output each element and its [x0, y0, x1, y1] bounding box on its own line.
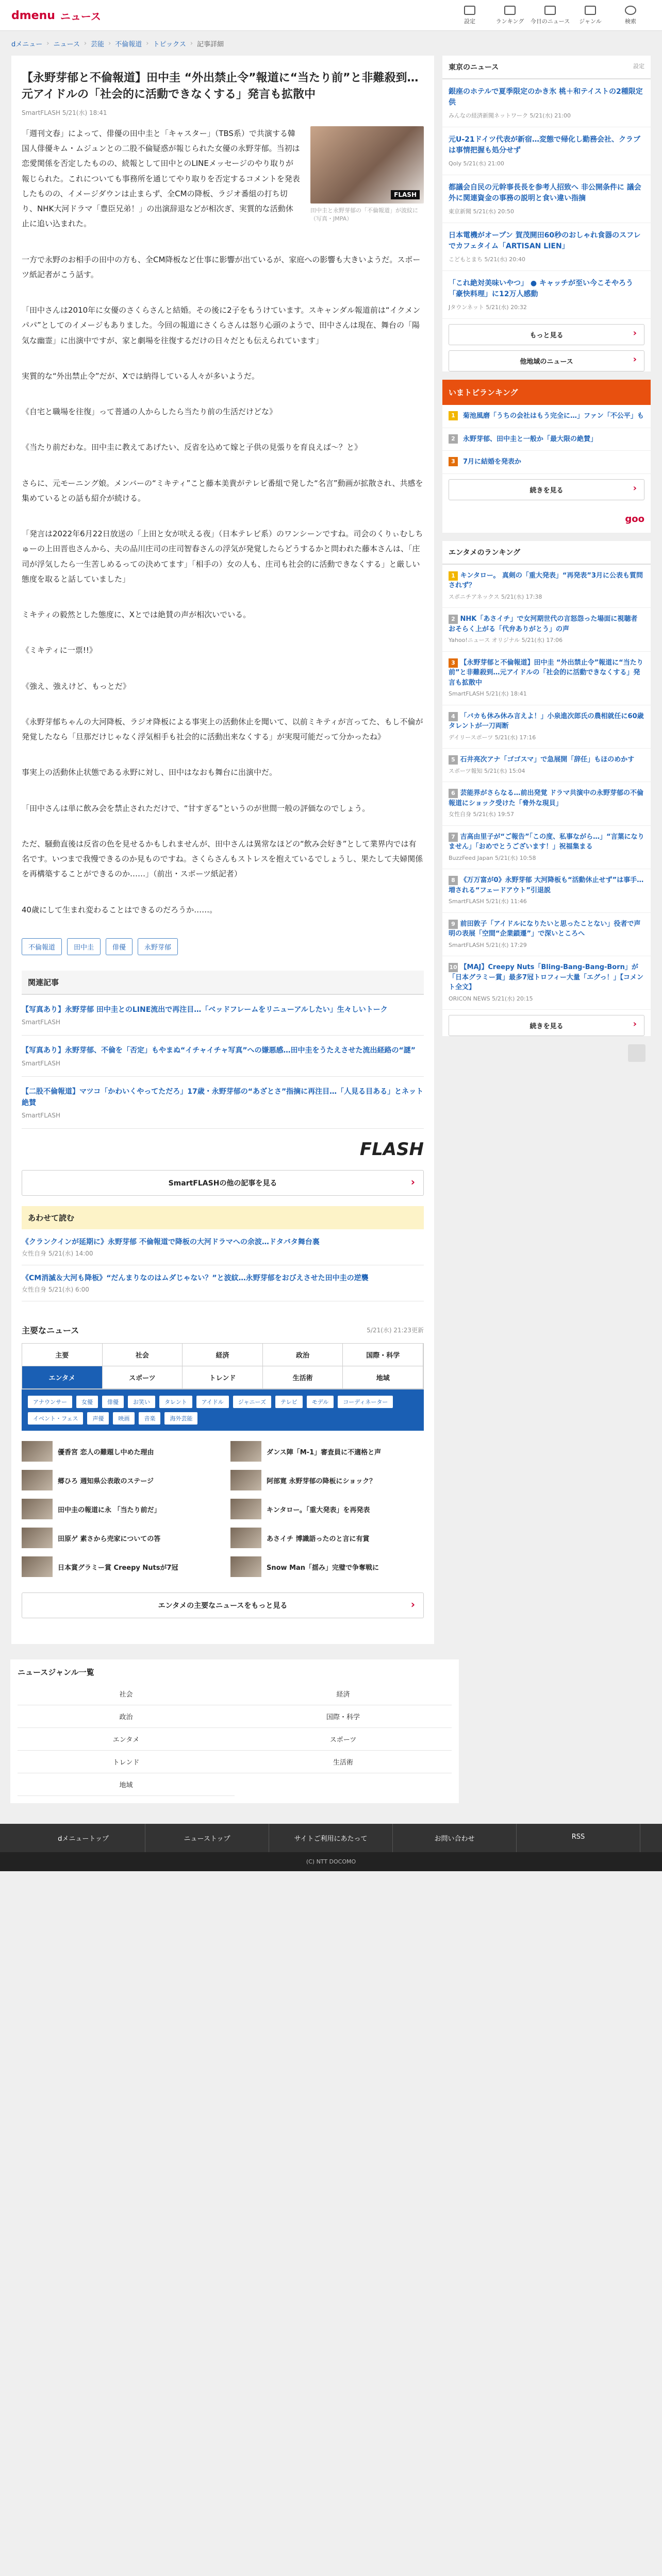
also-read-link[interactable]: 《クランクインが延期に》永野芽郁 不倫報道で降板の大河ドラマへの余波…ドタバタ舞台裏 — [22, 1238, 320, 1247]
rank-number: 4 — [449, 712, 458, 721]
tab-main[interactable]: 主要 — [22, 1344, 103, 1366]
tab-intl[interactable]: 国際・科学 — [343, 1344, 423, 1366]
also-read-item — [22, 1265, 424, 1301]
news-thumb — [22, 1499, 53, 1519]
entertainment-ranking-box — [442, 541, 651, 1037]
paragraph: ミキティの毅然とした態度に、Xとでは絶賛の声が相次いでいる。 — [22, 610, 251, 620]
article-photo[interactable] — [310, 126, 424, 224]
news-tile[interactable] — [230, 1528, 424, 1548]
ranking-title: 【MAJ】Creepy Nuts「Bling-Bang-Bang-Born」が「日本グラミー賞」最多7冠トロフィー大量「エグっ！」【コメント全文】 — [449, 963, 643, 991]
copyright: (C) NTT DOCOMO — [0, 1852, 662, 1871]
rank-number: 1 — [449, 571, 458, 581]
breadcrumb: dメニュー › ニュース › 芸能 › 不倫報道 › トピックス › 記事詳細 — [11, 39, 224, 48]
tokyo-news-item — [442, 175, 651, 223]
ranking-title: 【永野芽郁と不倫報道】田中圭 “外出禁止令”報道に“当たり前”と非難殺到…元アイドルの「社会的に活動できなくする」発言も拡散中 — [449, 658, 643, 687]
flash-logo: FLASH — [359, 1139, 424, 1160]
news-tile-title: 阿部寛 永野芽郁の降板にショック？ — [267, 1477, 376, 1485]
tokyo-setting-link[interactable]: 設定 — [633, 63, 644, 70]
more-flash-button[interactable]: SmartFLASHの他の記事を見る › — [22, 1170, 424, 1196]
rank-number: 2 — [449, 434, 458, 444]
today-nav[interactable]: 今日のニュース — [530, 6, 570, 25]
ranking-item[interactable] — [442, 869, 651, 913]
news-tile[interactable] — [22, 1528, 215, 1548]
news-tile[interactable] — [22, 1499, 215, 1519]
subtag[interactable]: 俳優 — [102, 1396, 124, 1408]
article-main — [11, 56, 434, 1644]
ranking-title: 石井亮次アナ「ゴゴスマ」で急展開「辞任」もほのめかす — [460, 756, 635, 764]
tab-sports[interactable]: スポーツ — [103, 1366, 183, 1389]
rank-number: 9 — [449, 920, 458, 929]
tokyo-more-button[interactable]: もっと見る › — [449, 324, 644, 345]
tab-life[interactable]: 生活術 — [263, 1366, 343, 1389]
subtag[interactable]: 声優 — [87, 1412, 109, 1425]
ranking-title: 永野芽郁、田中圭と一般か「最大限の絶賛」 — [463, 435, 598, 443]
related-source: SmartFLASH — [22, 1059, 61, 1067]
site-logo[interactable]: dmenu ニュース — [11, 9, 101, 23]
tag[interactable]: 永野芽郁 — [138, 938, 178, 955]
crumb-topics[interactable]: トピックス — [153, 40, 186, 48]
rank-number: 8 — [449, 876, 458, 885]
tokyo-news-item — [442, 79, 651, 127]
tab-region[interactable]: 地域 — [343, 1366, 423, 1389]
tokyo-news-link[interactable]: 銀座のホテルで夏季限定のかき氷 桃＋和テイストの2種限定供 — [449, 88, 643, 107]
tokyo-news-item — [442, 271, 651, 319]
news-tile-title: 田中圭の報道に永 「当たり前だ」 — [58, 1506, 161, 1514]
genre-link[interactable]: スポーツ — [235, 1728, 452, 1751]
tab-trend[interactable]: トレンド — [183, 1366, 263, 1389]
news-thumb — [230, 1470, 261, 1490]
crumb-affair[interactable]: 不倫報道 — [115, 40, 142, 48]
news-tile-title: 郷ひろ 週知県公表敢のステージ — [58, 1477, 154, 1485]
footer-link[interactable]: サイトご利用にあたって — [269, 1824, 393, 1852]
tab-entertainment[interactable]: エンタメ — [22, 1366, 103, 1389]
ranking-item[interactable] — [442, 451, 651, 474]
footer-link[interactable]: RSS — [517, 1824, 640, 1852]
ranking-item[interactable] — [442, 782, 651, 826]
related-link[interactable]: 【写真あり】永野芽郁 田中圭とのLINE流出で再注目…「ベッドフレームをリニューアルしたい」生々しいトーク — [22, 1005, 388, 1014]
page-top-button[interactable] — [628, 1044, 646, 1062]
also-read-source: 女性自身 5/21(水) 6:00 — [22, 1286, 89, 1294]
rank-number: 2 — [449, 615, 458, 624]
subtag[interactable]: 女優 — [76, 1396, 98, 1408]
rank-number: 7 — [449, 833, 458, 842]
news-tile-title: 優香宮 恋人の難題し中めた理由 — [58, 1448, 154, 1456]
entertainment-ranking-title: エンタメのランキング — [449, 548, 521, 557]
tokyo-news-source: Jタウンネット 5/21(水) 20:32 — [449, 304, 527, 311]
settings-nav[interactable]: 設定 — [450, 6, 490, 25]
tokyo-news-link[interactable]: 日本電機がオープン 賀茂開田60秒のおしゃれ食器のスフレでカフェタイム「ARTISAN LIEN」 — [449, 231, 641, 250]
paragraph: 「田中さんは単に飲み会を禁止されただけで、“甘すぎる”というのが世間一般の評価なのでしょう。 — [22, 803, 370, 813]
footer-links — [0, 1824, 662, 1852]
entertainment-ranking-more[interactable]: 続きを見る › — [449, 1015, 644, 1036]
subtag[interactable]: コーディネーター — [338, 1396, 393, 1408]
topic-ranking-title: いまトピランキング — [442, 380, 651, 405]
news-tile-title: 田原ゲ 素さから売家についての答 — [58, 1535, 161, 1543]
genre-link[interactable]: 社会 — [18, 1683, 235, 1705]
related-item — [22, 1036, 424, 1076]
tokyo-news-link[interactable]: 都議会自民の元幹事長長を参考人招致へ 非公開条件に 議会外に関連資金の事務の説明と食い違い指摘 — [449, 183, 641, 202]
footer-link[interactable]: ニューストップ — [145, 1824, 269, 1852]
paragraph: 《永野芽郁ちゃんの大河降板、ラジオ降板による事実上の活動休止を聞いて、以前ミキティが言ってた、もし不倫が発覚したなら「旦那だけじゃなく浮気相手も社会的に活動出来なくする」が実現可能だって分かったね》 — [22, 717, 423, 742]
news-tile-title: キンタロー。「重大発表」を再発表 — [267, 1506, 370, 1514]
paragraph: 「田中さんは2010年に女優のさくらさんと結婚。その後に2子をもうけています。スキャンダル報道前は“イクメンパパ”としてのイメージもありました。今回の報道にさくらさんは怒り心頭のようで、田中さんは現在、舞台の「陽気な幽霊」に出演中ですが、家と劇場を往復するだけの日々だとも伝えられています」 — [22, 306, 421, 345]
related-link[interactable]: 【二股不倫報道】マツコ「かわいくやってただろ」17歳・永野芽郁の“あざとさ”指摘に再注目…「人見る目ある」とネット絶賛 — [22, 1087, 424, 1107]
paragraph: 《当たり前だわな。田中圭に教えてあげたい、反省を込めて嫁と子供の見張りを育良えば～？と》 — [22, 443, 362, 452]
ranking-item[interactable] — [442, 826, 651, 870]
subtag[interactable]: イベント・フェス — [28, 1412, 83, 1425]
ranking-item[interactable] — [442, 956, 651, 1010]
flash-badge: FLASH — [391, 190, 420, 199]
subtag[interactable]: ジャニーズ — [233, 1396, 271, 1408]
tokyo-news-source: みんなの経済新聞ネットワーク 5/21(水) 21:00 — [449, 112, 571, 119]
ranking-item[interactable] — [442, 749, 651, 782]
more-entertainment-button[interactable]: エンタメの主要なニュースをもっと見る › — [22, 1592, 424, 1618]
crumb-entertainment[interactable]: 芸能 — [91, 40, 105, 48]
ranking-more-button[interactable]: 続きを見る › — [449, 479, 644, 500]
ranking-source: SmartFLASH 5/21(水) 18:41 — [449, 690, 527, 697]
subtag[interactable]: アナウンサー — [28, 1396, 72, 1408]
footer-link[interactable]: dメニュートップ — [22, 1824, 145, 1852]
ranking-source: 女性自身 5/21(水) 19:57 — [449, 811, 514, 818]
tab-society[interactable]: 社会 — [103, 1344, 183, 1366]
related-item — [22, 1077, 424, 1129]
crown-icon — [504, 6, 516, 15]
tag-list — [22, 938, 424, 955]
genre-nav[interactable]: ジャンル — [570, 6, 610, 25]
also-read-item — [22, 1229, 424, 1265]
subtag[interactable]: お笑い — [128, 1396, 155, 1408]
gear-icon — [464, 6, 475, 15]
paragraph: 実質的な“外出禁止令”だが、Xでは納得している人々が多いようだ。 — [22, 371, 259, 381]
also-read-source: 女性自身 5/21(水) 14:00 — [22, 1250, 93, 1258]
tokyo-news-link[interactable]: 元U-21ドイツ代表が新宿…変態で帰化し勤務会社、クラブは事情把握も処分せず — [449, 135, 640, 155]
news-tile-title: あさイチ 博識語ったのと言に有賞 — [267, 1535, 370, 1543]
major-news-time: 5/21(水) 21:23更新 — [367, 1327, 424, 1334]
genre-title: ニュースジャンル一覧 — [18, 1668, 94, 1677]
site-header — [0, 0, 662, 31]
ranking-item[interactable] — [442, 565, 651, 608]
news-thumb — [22, 1528, 53, 1548]
genre-link[interactable]: トレンド — [18, 1751, 235, 1773]
subtag[interactable]: 海外芸能 — [164, 1412, 197, 1425]
paragraph: 《強え、強えけど、もっとだ》 — [22, 681, 130, 691]
ranking-title: 吉高由里子が“ご報告”「この度、私事ながら…」“言葉になりません」「おめでとうございます！」祝福集まる — [449, 833, 644, 851]
subtag[interactable]: テレビ — [275, 1396, 303, 1408]
sidebar — [442, 56, 651, 1062]
genre-link[interactable]: 政治 — [18, 1705, 235, 1728]
subtag[interactable]: 音楽 — [139, 1412, 160, 1425]
news-thumb — [230, 1528, 261, 1548]
major-news-grid — [22, 1431, 424, 1587]
ranking-source: スポニチアネックス 5/21(水) 17:38 — [449, 593, 542, 600]
paragraph: 一方で永野のお相手の田中の方も、全CM降板など仕事に影響が出ているが、家庭への影響も大きいようだ。スポーツ紙記者がこう話す。 — [22, 255, 421, 279]
major-news-title: 主要なニュース — [22, 1326, 79, 1336]
photo-caption: 田中圭と永野芽郁の「不倫報道」が波紋に（写真・JMPA） — [310, 207, 418, 223]
news-tile[interactable] — [230, 1470, 424, 1490]
crumb-dmenu[interactable]: dメニュー — [11, 40, 43, 48]
genre-list — [10, 1659, 459, 1803]
rank-number: 1 — [449, 411, 458, 420]
entertainment-subtags — [22, 1389, 424, 1431]
search-nav[interactable]: 検索 — [610, 6, 651, 25]
article-body — [22, 126, 424, 918]
ranking-title: キンタロー。 真剣の「重大発表」“再発表”3月に公表も質問されず？ — [449, 571, 643, 589]
genre-link[interactable]: 生活術 — [235, 1751, 452, 1773]
news-thumb — [230, 1556, 261, 1577]
paragraph: ただ、騒動直後は反省の色を見せるかもしれませんが、田中さんは異常なほどの“飲み会好き”として業界内では有名です。いつまで我慢できるのか見ものですね。さくらさんもストレスを抱えているでしょうし、果たして夫婦関係を再構築することができるのか……」（前出・スポーツ紙記者） — [22, 839, 423, 879]
news-tile[interactable] — [22, 1441, 215, 1462]
header-nav — [450, 6, 651, 25]
news-tile-title: 日本賞グラミー賞 Creepy Nutsが7冠 — [58, 1564, 178, 1572]
tab-politics[interactable]: 政治 — [263, 1344, 343, 1366]
news-tile[interactable] — [230, 1556, 424, 1577]
tag[interactable]: 田中圭 — [67, 938, 101, 955]
major-news-tabs — [22, 1343, 424, 1389]
news-tile[interactable] — [22, 1556, 215, 1577]
tokyo-news-item — [442, 127, 651, 175]
related-heading: 関連記事 — [22, 971, 424, 995]
paragraph: 40歳にして生まれ変わることはできるのだろうか……。 — [22, 905, 218, 914]
rank-number: 3 — [449, 658, 458, 668]
ranking-item[interactable] — [442, 705, 651, 749]
ranking-title: 「バカも休み休み言えよ！」小泉進次郎氏の農相就任に60歳タレントが一刀両断 — [449, 712, 644, 730]
ranking-source: BuzzFeed Japan 5/21(水) 10:58 — [449, 854, 536, 861]
grid-icon — [585, 6, 596, 15]
crumb-news[interactable]: ニュース — [53, 40, 80, 48]
topic-ranking-box — [442, 380, 651, 533]
ranking-source: SmartFLASH 5/21(水) 11:46 — [449, 898, 527, 905]
ranking-item[interactable] — [442, 652, 651, 705]
news-tile[interactable] — [230, 1499, 424, 1519]
tokyo-news-source: 東京新聞 5/21(水) 20:50 — [449, 208, 514, 215]
article-title: 【永野芽郁と不倫報道】田中圭 “外出禁止令”報道に“当たり前”と非難殺到…元アイドルの「社会的に活動できなくする」発言も拡散中 — [22, 72, 419, 101]
newspaper-icon — [544, 6, 556, 15]
ranking-title: 菊池風磨「うちの会社はもう完全に…」ファン「不公平」も — [463, 412, 644, 420]
major-news-header — [22, 1317, 424, 1343]
rank-number: 5 — [449, 755, 458, 765]
news-tile[interactable] — [230, 1441, 424, 1462]
tab-economy[interactable]: 経済 — [183, 1344, 263, 1366]
goo-logo: goo — [625, 513, 644, 524]
paragraph: 《ミキティに一票!!》 — [22, 646, 97, 655]
rank-number: 6 — [449, 789, 458, 798]
tokyo-news-title: 東京のニュース — [449, 63, 499, 72]
subtag[interactable]: 映画 — [113, 1412, 135, 1425]
paragraph: 事実上の活動休止状態である永野に対し、田中はなおも舞台に出演中だ。 — [22, 768, 277, 777]
news-thumb — [230, 1499, 261, 1519]
genre-link[interactable]: 経済 — [235, 1683, 452, 1705]
news-thumb — [230, 1441, 261, 1462]
news-thumb — [22, 1441, 53, 1462]
footer-link[interactable]: お問い合わせ — [393, 1824, 517, 1852]
tokyo-news-box — [442, 56, 651, 371]
tokyo-news-item — [442, 223, 651, 271]
photo-image — [310, 126, 424, 204]
ranking-title: NHK「あさイチ」で女河期世代の言怒怨った場面に視聴者 おそらく上がる「代弁ありがとう」の声 — [449, 615, 638, 633]
news-thumb — [22, 1556, 53, 1577]
rank-number: 3 — [449, 457, 458, 466]
ranking-item[interactable] — [442, 405, 651, 428]
related-source: SmartFLASH — [22, 1112, 61, 1120]
search-icon — [625, 6, 636, 15]
paragraph: 「週刊文春」によって、俳優の田中圭と「キャスター」（TBS系）で共演する韓国人俳優キム・ムジュンとの二股不倫疑惑が報じられた女優の永野芽郁。当初は恋愛関係を否定したものの、続報として田中とのLINEメッセージのやり取りが報じられた。これについても事務所を通じてやり取りを否定するコメントを発表したものの、イメージダウンは止まらず、全CMの降板、ラジオ番組の打ち切り、NHK大河ドラマ「豊臣兄弟！」の出演辞退などが相次ぎ、実質的な活動休止に追い込まれた。 — [22, 128, 300, 229]
related-source: SmartFLASH — [22, 1019, 61, 1026]
related-item — [22, 995, 424, 1036]
ranking-item[interactable] — [442, 608, 651, 652]
ranking-title: 前田敦子「アイドルになりたいと思ったことない」役者で声明の表展「空間“企業鎖遷”」で深いところへ — [449, 920, 641, 938]
ranking-title: 《万万富が0》永野芽郁 大河降板も“活動休止せず”は事手…増される“フェードアウト”引退説 — [449, 876, 644, 894]
genre-link[interactable]: 地域 — [18, 1773, 235, 1796]
paragraph: さらに、元モーニング娘。メンバーの“ミキティ”こと藤本美貴がテレビ番組で発した“名言”動画が拡散され、共感を集めているとの話も紹介が続ける。 — [22, 478, 423, 503]
paragraph: 「発言は2022年6月22日放送の「上田と女が吠える夜」（日本テレビ系）のワンシーンですね。司会のくりぃむしちゅーの上田晋也さんから、夫の品川庄司の庄司智春さんの浮気が発覚したらどうするかと問われた藤本さんは、「庄司が浮気したら一生苦しめるっての決めてます」「相手の）女の人も、庄司も社会的に活動できなくする」と厳しい態度を取ると話していました」 — [22, 529, 423, 584]
also-read-heading: あわせて読む — [22, 1206, 424, 1229]
news-thumb — [22, 1470, 53, 1490]
also-read-link[interactable]: 《CM消滅＆大河も降板》“だんまりなのはムダじゃない？”と波紋…永野芽郁をおびえさせた田中圭の逆襲 — [22, 1274, 369, 1283]
news-tile-title: Snow Man「揺み」完璧で争奪戦に — [267, 1564, 379, 1572]
tag[interactable]: 俳優 — [106, 938, 133, 955]
news-tile-title: ダンス陣「M-1」審査員に不適格と声 — [267, 1448, 382, 1456]
subtag[interactable]: モデル — [307, 1396, 334, 1408]
ranking-source: ORICON NEWS 5/21(水) 20:15 — [449, 995, 533, 1002]
ranking-item[interactable] — [442, 913, 651, 957]
ranking-source: スポーツ報知 5/21(水) 15:04 — [449, 767, 525, 774]
ranking-source: SmartFLASH 5/21(水) 17:29 — [449, 941, 527, 948]
ranking-source: Yahoo!ニュース オリジナル 5/21(水) 17:06 — [449, 637, 563, 643]
tag[interactable]: 不倫報道 — [22, 938, 62, 955]
ranking-nav[interactable]: ランキング — [490, 6, 530, 25]
ranking-title: 7月に結婚を発表か — [463, 458, 522, 466]
genre-link[interactable]: 国際・科学 — [235, 1705, 452, 1728]
ranking-source: デイリースポーツ 5/21(水) 17:16 — [449, 734, 536, 741]
tokyo-news-source: こどもとまち 5/21(水) 20:40 — [449, 256, 525, 263]
subtag[interactable]: アイドル — [196, 1396, 229, 1408]
subtag[interactable]: タレント — [159, 1396, 192, 1408]
tokyo-news-source: Qoly 5/21(水) 21:00 — [449, 160, 504, 167]
related-link[interactable]: 【写真あり】永野芽郁、不倫を「否定」もやまぬ“イチャイチャ写真”への嫌悪感…田中圭をうたえさせた流出経路の“謎” — [22, 1046, 416, 1055]
genre-link[interactable]: エンタメ — [18, 1728, 235, 1751]
tokyo-news-link[interactable]: 「これ絶対美味いやつ」 ● キャッチが至い今こそやろう 「豪快料理」に12万人感動 — [449, 279, 633, 298]
rank-number: 10 — [449, 963, 458, 972]
other-region-button[interactable]: 他地域のニュース › — [449, 350, 644, 371]
crumb-current: 記事詳細 — [197, 40, 224, 48]
ranking-title: 芸能界がさらなる…前出発覚 ドラマ共演中の永野芽郁の不倫報道にショック受けた「脅外な現貝」 — [449, 789, 644, 807]
article-meta: SmartFLASH 5/21(水) 18:41 — [22, 109, 107, 116]
ranking-item[interactable] — [442, 428, 651, 451]
paragraph: 《自宅と職場を往復」って普通の人からしたら当たり前の生活だけどな》 — [22, 407, 277, 417]
news-tile[interactable] — [22, 1470, 215, 1490]
